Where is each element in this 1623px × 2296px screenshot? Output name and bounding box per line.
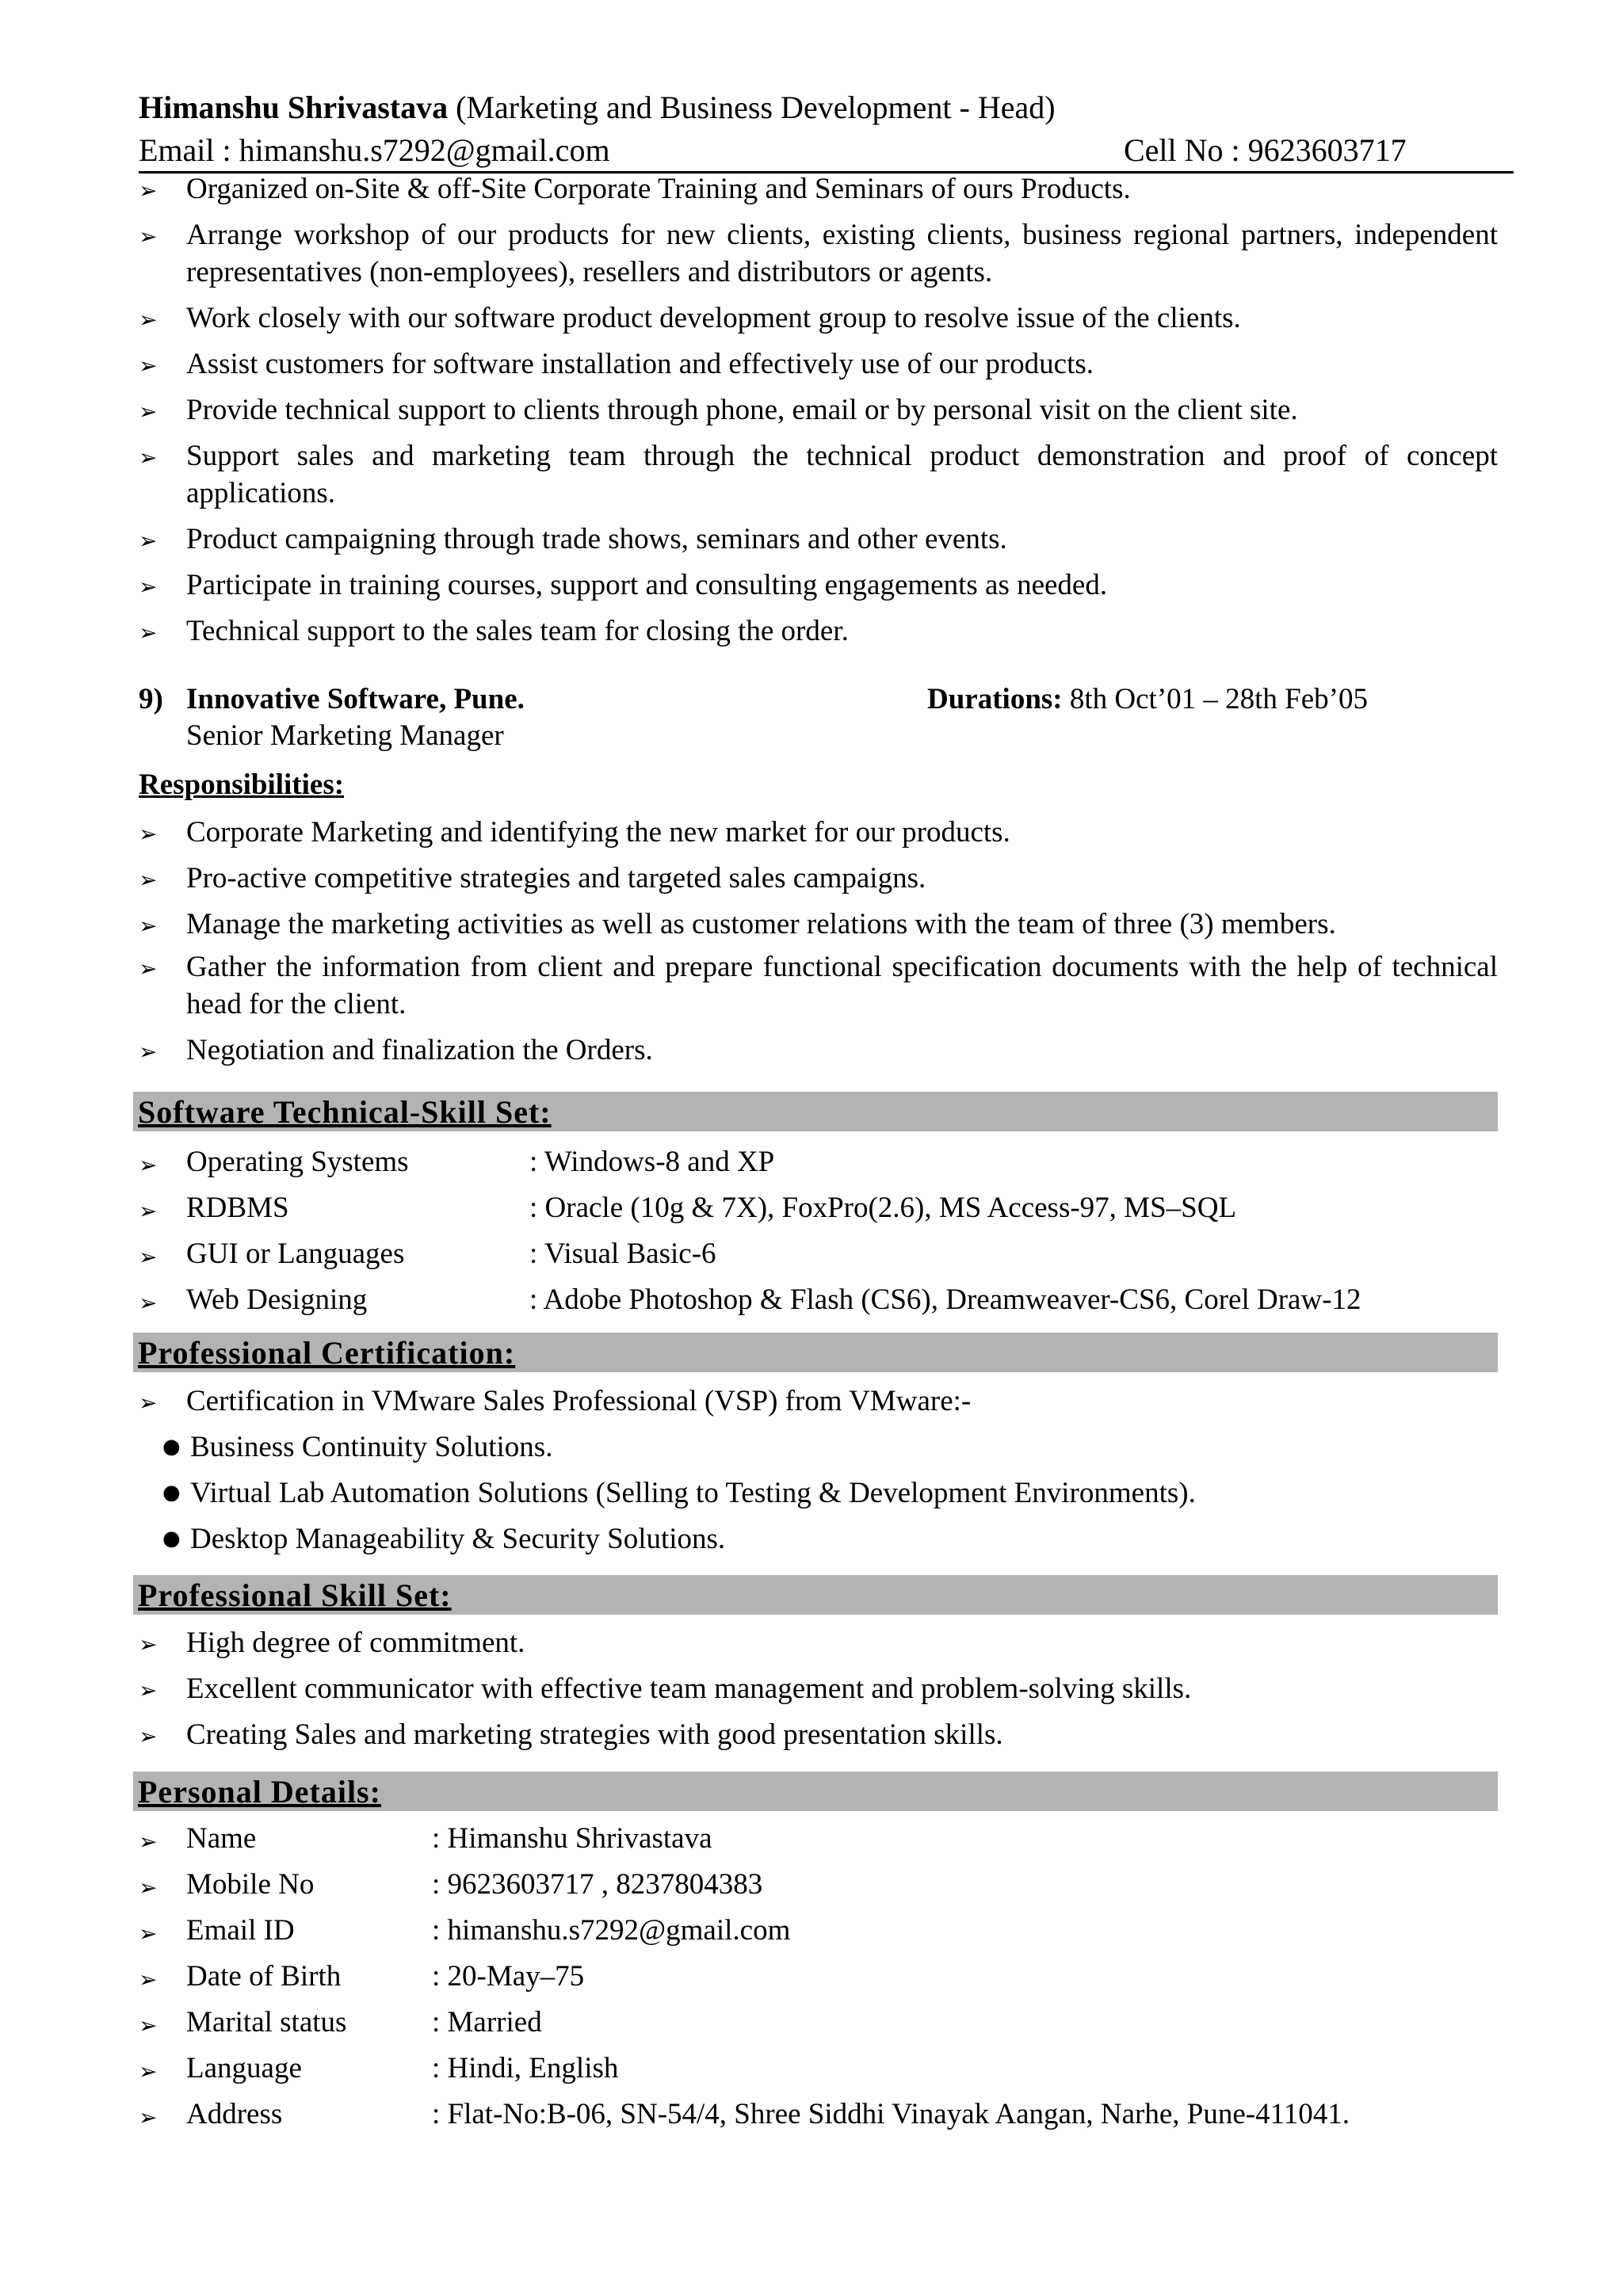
list-item: ➢ Manage the marketing activities as well as customer relations with the team of three (3) members. [139, 906, 1498, 943]
list-item: ➢ Corporate Marketing and identifying the new market for our products. [139, 814, 1498, 851]
arrow-bullet-icon: ➢ [139, 867, 158, 893]
arrow-bullet-icon: ➢ [139, 444, 158, 471]
list-item: ➢ Provide technical support to clients through phone, email or by personal visit on the client site. [139, 391, 1498, 429]
personal-row: ➢ Language : Hindi, English [139, 2046, 1498, 2092]
personal-details-list [139, 1816, 1498, 2138]
arrow-bullet-icon: ➢ [139, 1290, 158, 1316]
section-header-personal-details: Personal Details: [133, 1772, 1498, 1811]
responsibilities-list [139, 814, 1498, 1069]
list-item: ➢ Work closely with our software product development group to resolve issue of the clients. [139, 299, 1498, 337]
duration-label: Durations: [927, 683, 1063, 715]
prev-duties-list [139, 170, 1498, 650]
candidate-title: (Marketing and Business Development - Head) [456, 90, 1056, 125]
dot-bullet-icon: ● [162, 1527, 181, 1550]
professional-skills-list [139, 1624, 1498, 1753]
personal-row: ➢ Name : Himanshu Shrivastava [139, 1816, 1498, 1862]
personal-row: ➢ Date of Birth : 20-May–75 [139, 1954, 1498, 2000]
arrow-bullet-icon: ➢ [139, 1631, 158, 1657]
skill-row: ➢ Operating Systems : Windows-8 and XP [139, 1139, 1498, 1185]
personal-row: ➢ Mobile No : 9623603717 , 8237804383 [139, 1862, 1498, 1908]
section-header-certification: Professional Certification: [133, 1333, 1498, 1372]
job-number: 9) [139, 683, 163, 715]
section-header-software-skills: Software Technical-Skill Set: [133, 1092, 1498, 1131]
arrow-bullet-icon: ➢ [139, 1198, 158, 1224]
job-role: Senior Marketing Manager [186, 719, 504, 752]
arrow-bullet-icon: ➢ [139, 1244, 158, 1270]
list-item: ➢ High degree of commitment. [139, 1624, 1498, 1661]
personal-row: ➢ Marital status : Married [139, 2000, 1498, 2046]
duration-value: 8th Oct’01 – 28th Feb’05 [1069, 683, 1368, 715]
dot-bullet-icon: ● [162, 1435, 181, 1459]
arrow-bullet-icon: ➢ [139, 1152, 158, 1178]
header-email: Email : himanshu.s7292@gmail.com [139, 132, 610, 168]
list-item: ➢ Pro-active competitive strategies and targeted sales campaigns. [139, 860, 1498, 897]
personal-row: ➢ Email ID : himanshu.s7292@gmail.com [139, 1908, 1498, 1954]
arrow-bullet-icon: ➢ [139, 821, 158, 847]
list-item: ➢ Participate in training courses, support and consulting engagements as needed. [139, 566, 1498, 604]
arrow-bullet-icon: ➢ [139, 955, 158, 982]
section-header-professional-skills: Professional Skill Set: [133, 1575, 1498, 1615]
list-item: ➢ Arrange workshop of our products for new clients, existing clients, business regional partners, independent representatives (non-employees), resellers and distributors or agents. [139, 219, 1498, 288]
sub-list-item: ● Desktop Manageability & Security Solutions. [139, 1520, 1498, 1558]
list-item: ➢ Creating Sales and marketing strategies with good presentation skills. [139, 1716, 1498, 1753]
sub-list-item: ● Business Continuity Solutions. [139, 1428, 1498, 1466]
list-item: ➢ Gather the information from client and prepare functional specification documents with the help of technical head for the client. [139, 951, 1498, 1020]
candidate-name: Himanshu Shrivastava [139, 90, 449, 125]
header-cell: Cell No : 9623603717 [1124, 132, 1407, 168]
list-item: ➢ Support sales and marketing team through the technical product demonstration and proof of concept applications. [139, 440, 1498, 509]
arrow-bullet-icon: ➢ [139, 1677, 158, 1703]
arrow-bullet-icon: ➢ [139, 177, 158, 204]
personal-row: ➢ Address : Flat-No:B-06, SN-54/4, Shree Siddhi Vinayak Aangan, Narhe, Pune-411041. [139, 2092, 1498, 2138]
skill-row: ➢ Web Designing : Adobe Photoshop & Flash (CS6), Dreamweaver-CS6, Corel Draw-12 [139, 1277, 1498, 1323]
name-line [139, 86, 1514, 130]
arrow-bullet-icon: ➢ [139, 620, 158, 646]
contact-line [139, 130, 1514, 174]
company-name: Innovative Software, Pune. [186, 683, 525, 715]
skill-row: ➢ RDBMS : Oracle (10g & 7X), FoxPro(2.6), MS Access-97, MS–SQL [139, 1185, 1498, 1231]
arrow-bullet-icon: ➢ [139, 2104, 158, 2130]
responsibilities-heading: Responsibilities: [139, 769, 345, 801]
arrow-bullet-icon: ➢ [139, 913, 158, 939]
arrow-bullet-icon: ➢ [139, 307, 158, 333]
certification-list [139, 1383, 1498, 1558]
arrow-bullet-icon: ➢ [139, 574, 158, 600]
arrow-bullet-icon: ➢ [139, 1390, 158, 1416]
arrow-bullet-icon: ➢ [139, 353, 158, 379]
arrow-bullet-icon: ➢ [139, 399, 158, 425]
arrow-bullet-icon: ➢ [139, 1723, 158, 1749]
list-item: ➢ Organized on-Site & off-Site Corporate Training and Seminars of ours Products. [139, 170, 1498, 208]
list-item: ➢ Excellent communicator with effective team management and problem-solving skills. [139, 1670, 1498, 1707]
dot-bullet-icon: ● [162, 1481, 181, 1505]
software-skills-list [139, 1139, 1498, 1323]
job-duration [927, 681, 1368, 718]
arrow-bullet-icon: ➢ [139, 1875, 158, 1901]
resume-header [139, 86, 1514, 174]
arrow-bullet-icon: ➢ [139, 1829, 158, 1855]
arrow-bullet-icon: ➢ [139, 1966, 158, 1993]
arrow-bullet-icon: ➢ [139, 528, 158, 554]
arrow-bullet-icon: ➢ [139, 223, 158, 250]
arrow-bullet-icon: ➢ [139, 1039, 158, 1065]
list-item: ➢ Negotiation and finalization the Orders. [139, 1032, 1498, 1069]
job-entry [139, 681, 1498, 754]
sub-list-item: ● Virtual Lab Automation Solutions (Selling to Testing & Development Environments). [139, 1474, 1498, 1512]
list-item: ➢ Technical support to the sales team for closing the order. [139, 612, 1498, 650]
arrow-bullet-icon: ➢ [139, 2058, 158, 2084]
skill-row: ➢ GUI or Languages : Visual Basic-6 [139, 1231, 1498, 1277]
arrow-bullet-icon: ➢ [139, 1920, 158, 1947]
list-item: ➢ Assist customers for software installation and effectively use of our products. [139, 345, 1498, 383]
list-item: ➢ Certification in VMware Sales Professional (VSP) from VMware:- [139, 1383, 1498, 1420]
list-item: ➢ Product campaigning through trade shows, seminars and other events. [139, 521, 1498, 558]
arrow-bullet-icon: ➢ [139, 2012, 158, 2039]
